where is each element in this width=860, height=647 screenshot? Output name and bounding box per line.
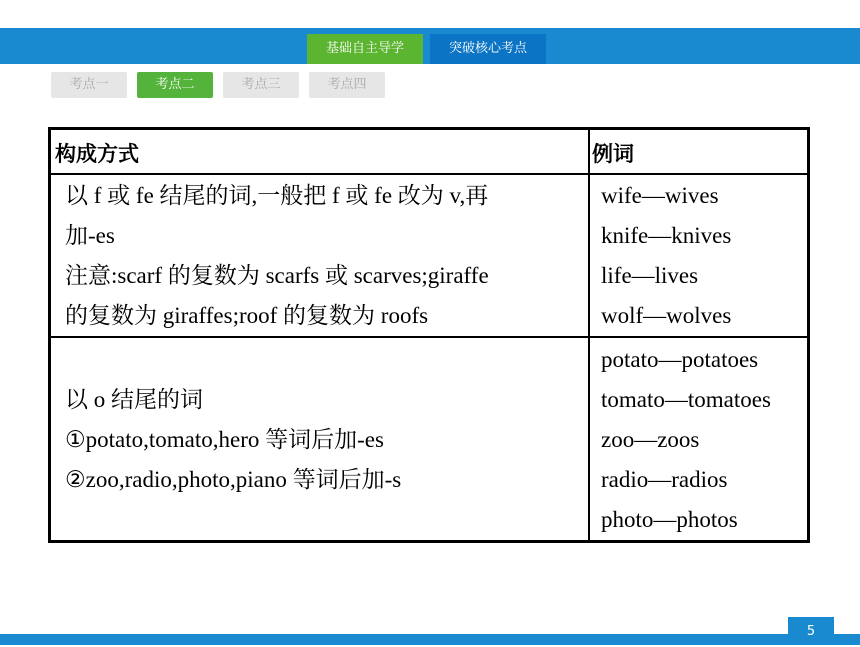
table-header-divider: [51, 173, 807, 175]
row1-method-line: 以 f 或 fe 结尾的词,一般把 f 或 fe 改为 v,再: [65, 183, 489, 208]
table-row-divider: [51, 336, 807, 338]
subtab-point-3[interactable]: 考点三: [223, 72, 299, 98]
row1-example: knife—knives: [601, 223, 732, 248]
row2-method-line: ①potato,tomato,hero 等词后加-es: [65, 427, 384, 452]
row2-examples: [601, 340, 771, 540]
row1-method-line: 注意:scarf 的复数为 scarfs 或 scarves;giraffe: [65, 263, 489, 288]
subtab-point-4[interactable]: 考点四: [309, 72, 385, 98]
tab-core-points[interactable]: 突破核心考点: [430, 34, 546, 64]
subtab-point-1[interactable]: 考点一: [51, 72, 127, 98]
tab-basic-self-study[interactable]: 基础自主导学: [307, 34, 423, 64]
row1-example: life—lives: [601, 263, 699, 288]
row2-method-line: ②zoo,radio,photo,piano 等词后加-s: [65, 467, 402, 492]
row2-method-line: 以 o 结尾的词: [65, 387, 203, 412]
row1-method-line: 的复数为 giraffes;roof 的复数为 roofs: [65, 303, 429, 328]
plural-rules-table: [48, 127, 810, 543]
subtab-point-2[interactable]: 考点二: [137, 72, 213, 98]
header-examples: 例词: [592, 142, 634, 166]
table-column-divider: [588, 130, 590, 540]
header-method: 构成方式: [55, 142, 139, 166]
row2-method: [65, 380, 401, 500]
row2-example: zoo—zoos: [601, 427, 700, 452]
row2-example: photo—photos: [601, 507, 738, 532]
row1-example: wife—wives: [601, 183, 719, 208]
footer-bar: [0, 634, 860, 645]
row1-method: [65, 176, 489, 336]
row1-method-line: 加-es: [65, 223, 115, 248]
row2-example: potato—potatoes: [601, 347, 759, 372]
row1-example: wolf—wolves: [601, 303, 732, 328]
page-number: 5: [788, 617, 834, 645]
row1-examples: [601, 176, 731, 336]
row2-example: radio—radios: [601, 467, 728, 492]
row2-example: tomato—tomatoes: [601, 387, 771, 412]
